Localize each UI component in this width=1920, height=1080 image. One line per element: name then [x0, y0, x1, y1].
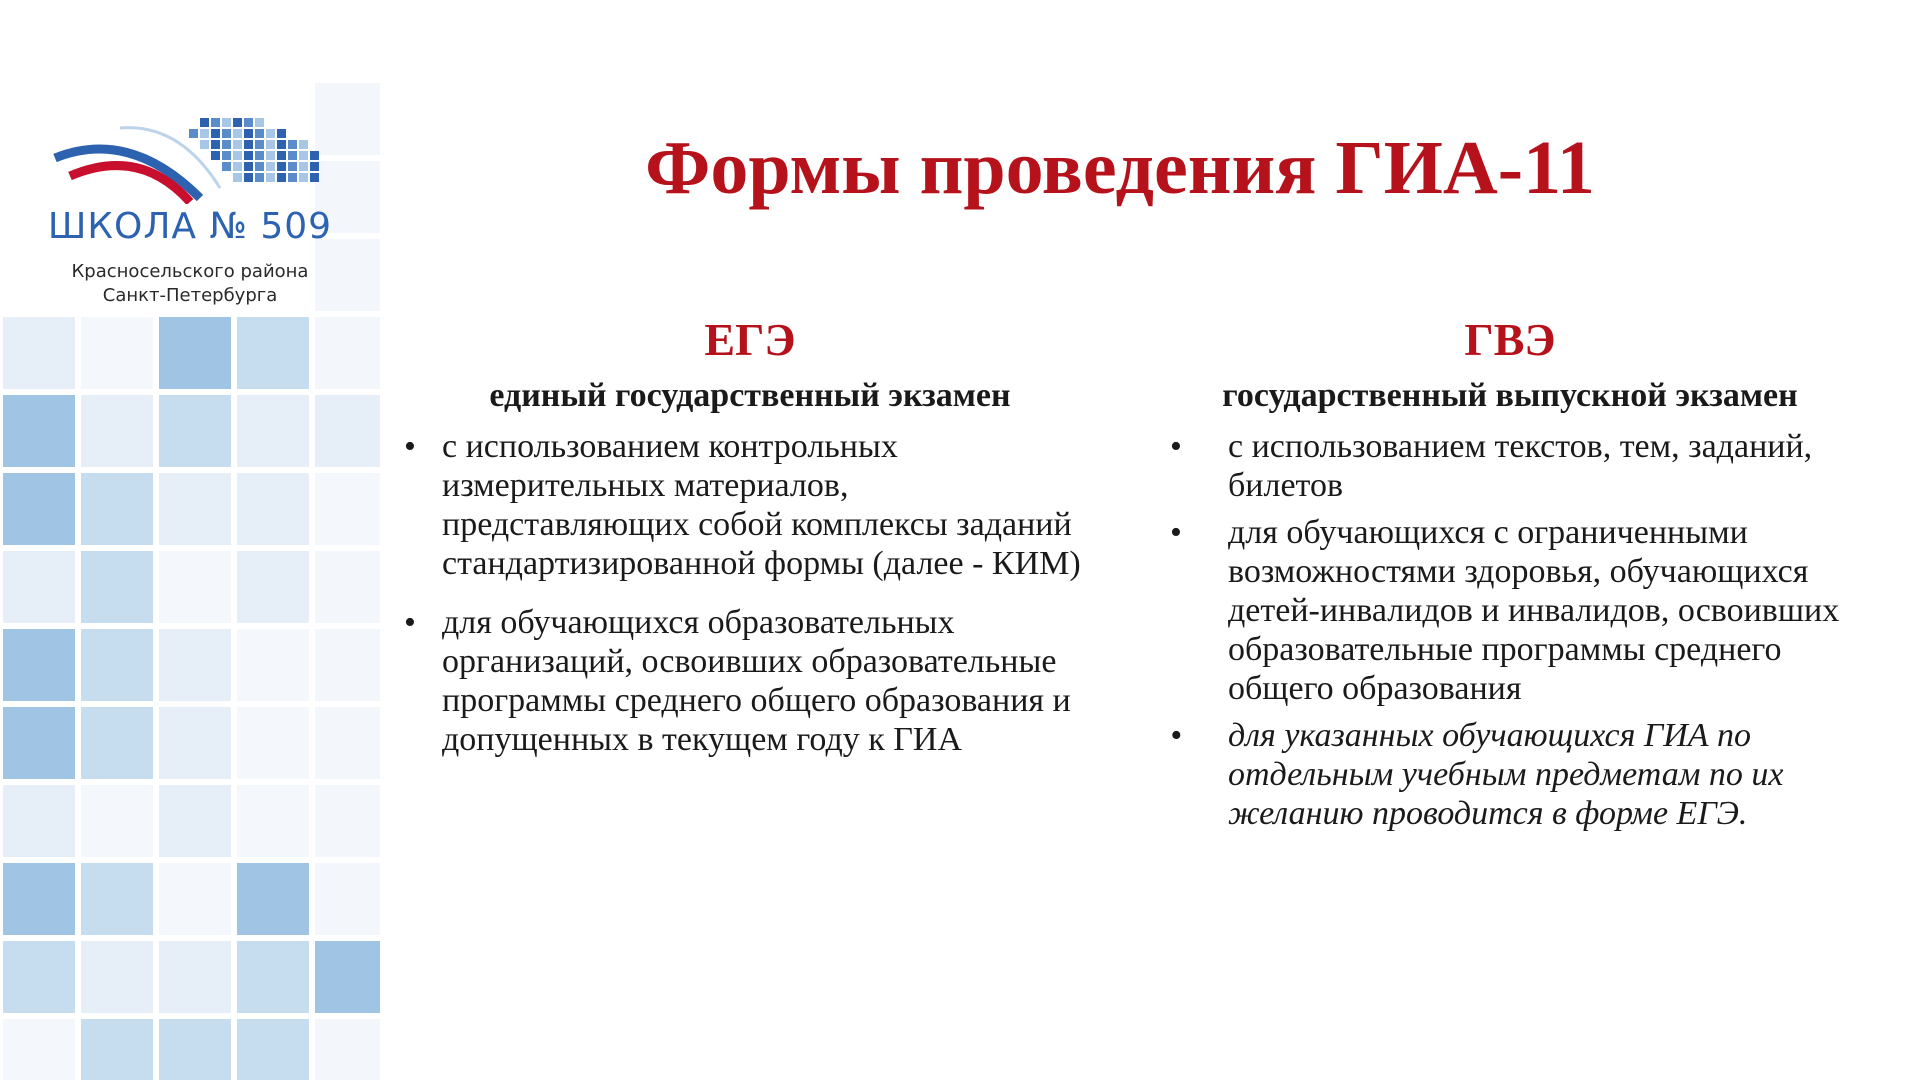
tile-square — [237, 395, 309, 467]
tile-square — [315, 473, 380, 545]
tile-square — [159, 707, 231, 779]
tile-square — [3, 551, 75, 623]
list-item: • с использованием контрольных измерительных материалов, представляющих собой комплексы заданий стандартизированной формы (далее - КИМ) — [400, 427, 1100, 583]
tile-square — [3, 629, 75, 701]
tile-square — [159, 629, 231, 701]
ege-subheading: единый государственный экзамен — [489, 377, 1011, 414]
tile-square — [315, 395, 380, 467]
tile-square — [237, 863, 309, 935]
tile-square — [159, 785, 231, 857]
tile-square — [237, 941, 309, 1013]
tile-square — [237, 317, 309, 389]
ege-bullet-list — [400, 427, 1100, 759]
tile-square — [237, 785, 309, 857]
tile-square — [315, 707, 380, 779]
tile-square — [237, 707, 309, 779]
tile-square — [159, 317, 231, 389]
tile-square — [3, 1019, 75, 1080]
list-item: • для обучающихся с ограниченными возможностями здоровья, обучающихся детей-инвалидов и инвалидов, освоивших образовательные программы среднего общего образования — [1150, 513, 1870, 708]
list-item: • для указанных обучающихся ГИА по отдельным учебным предметам по их желанию проводится в форме ЕГЭ. — [1150, 716, 1870, 833]
tile-square — [3, 863, 75, 935]
tile-square — [159, 863, 231, 935]
tile-square — [81, 317, 153, 389]
list-item: • с использованием текстов, тем, заданий, билетов — [1150, 427, 1870, 505]
tile-square — [315, 1019, 380, 1080]
tile-square — [159, 395, 231, 467]
tile-square — [237, 473, 309, 545]
school-logo — [30, 118, 350, 318]
tile-square — [81, 785, 153, 857]
gve-bullet-list — [1150, 427, 1870, 833]
tile-square — [315, 785, 380, 857]
tile-square — [81, 863, 153, 935]
tile-square — [81, 707, 153, 779]
tile-square — [315, 317, 380, 389]
tile-square — [3, 941, 75, 1013]
tile-square — [159, 473, 231, 545]
school-district — [30, 260, 350, 308]
tile-square — [315, 551, 380, 623]
ege-heading: ЕГЭ — [704, 314, 796, 365]
tile-square — [159, 1019, 231, 1080]
school-city-line: Санкт-Петербурга — [102, 285, 278, 306]
tile-square — [81, 941, 153, 1013]
gve-heading: ГВЭ — [1464, 314, 1556, 365]
tile-square — [159, 551, 231, 623]
tile-square — [3, 785, 75, 857]
logo-emblem-icon — [50, 118, 340, 204]
slide-title: Формы проведения ГИА-11 — [645, 126, 1595, 210]
tile-square — [3, 707, 75, 779]
list-item: • для обучающихся образовательных организаций, освоивших образовательные программы среднего общего образования и допущенных в текущем году к ГИА — [400, 603, 1100, 759]
gve-subheading: государственный выпускной экзамен — [1222, 377, 1798, 414]
tile-square — [81, 629, 153, 701]
tile-square — [3, 395, 75, 467]
tile-square — [3, 317, 75, 389]
tile-square — [81, 1019, 153, 1080]
gve-column — [1150, 310, 1870, 841]
tile-square — [315, 629, 380, 701]
tile-square — [237, 551, 309, 623]
tile-square — [237, 1019, 309, 1080]
tile-square — [3, 473, 75, 545]
tile-square — [159, 941, 231, 1013]
tile-square — [81, 551, 153, 623]
tile-square — [237, 629, 309, 701]
school-name: ШКОЛА № 509 — [47, 206, 333, 247]
tile-square — [315, 863, 380, 935]
ege-column — [400, 310, 1100, 779]
tile-square — [81, 395, 153, 467]
tile-square — [315, 941, 380, 1013]
school-district-line: Красносельского района — [71, 261, 309, 282]
tile-square — [81, 473, 153, 545]
